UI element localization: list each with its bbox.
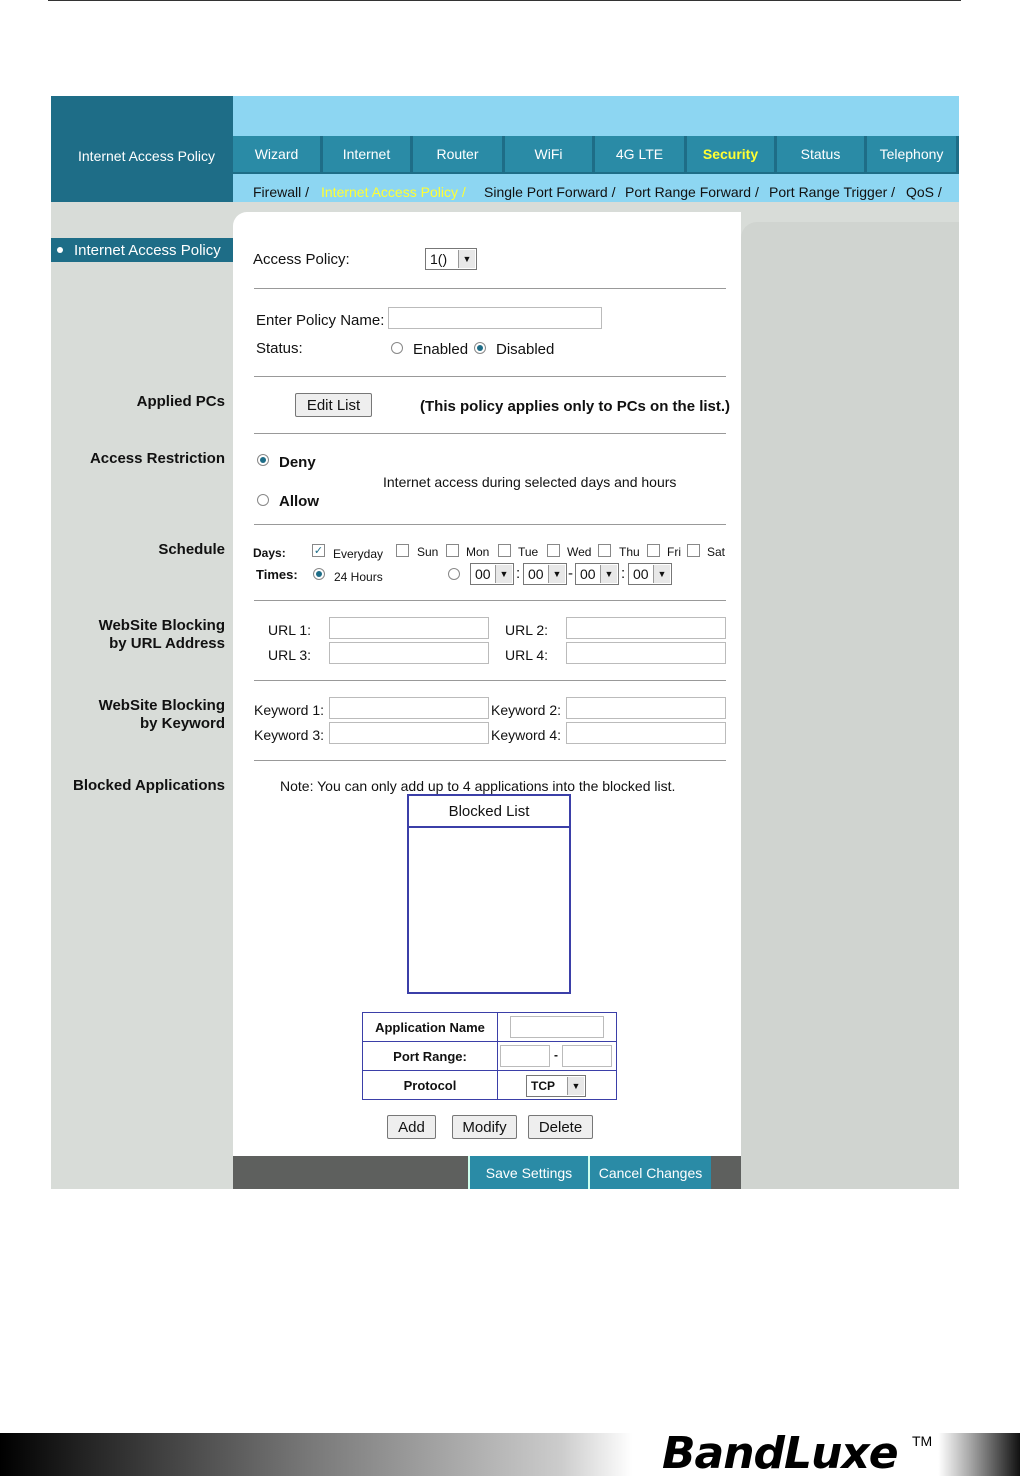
day-mon-label: Mon xyxy=(466,545,490,559)
blocked-list-header: Blocked List xyxy=(409,796,569,828)
url-2-input[interactable] xyxy=(566,617,726,639)
url-1-label: URL 1: xyxy=(268,622,312,638)
day-sat-checkbox[interactable] xyxy=(687,544,700,557)
access-policy-select[interactable] xyxy=(425,248,477,270)
keyword-4-label: Keyword 4: xyxy=(491,727,562,743)
day-fri-checkbox[interactable] xyxy=(647,544,660,557)
chevron-down-icon: ▼ xyxy=(653,565,670,583)
chevron-down-icon: ▼ xyxy=(495,565,512,583)
everyday-label: Everyday xyxy=(333,547,384,561)
times-label: Times: xyxy=(256,567,298,582)
app-name-label: Application Name xyxy=(363,1013,498,1042)
day-sun-checkbox[interactable] xyxy=(396,544,409,557)
start-hour-value: 00 xyxy=(475,566,491,582)
keyword-4-input[interactable] xyxy=(566,722,726,744)
day-wed-checkbox[interactable] xyxy=(547,544,560,557)
end-minute-value: 00 xyxy=(633,566,649,582)
day-wed-label: Wed xyxy=(567,545,592,559)
tab-wizard[interactable]: Wizard xyxy=(233,136,323,172)
protocol-value: TCP xyxy=(531,1079,555,1093)
protocol-label: Protocol xyxy=(363,1071,498,1100)
deny-label: Deny xyxy=(279,454,316,471)
url-4-label: URL 4: xyxy=(505,647,549,663)
24-hours-radio[interactable] xyxy=(313,568,325,580)
applied-pcs-note: (This policy applies only to PCs on the list.) xyxy=(420,398,731,415)
tab-internet[interactable]: Internet xyxy=(323,136,413,172)
day-tue-checkbox[interactable] xyxy=(498,544,511,557)
trademark-mark: TM xyxy=(912,1433,933,1449)
delete-button[interactable]: Delete xyxy=(528,1115,593,1139)
policy-name-label: Enter Policy Name: xyxy=(256,312,385,329)
tab-router[interactable]: Router xyxy=(413,136,505,172)
label-url-blocking-line2: by URL Address xyxy=(109,635,225,652)
allow-radio[interactable] xyxy=(257,494,269,506)
days-label: Days: xyxy=(253,546,286,560)
label-schedule: Schedule xyxy=(158,541,225,558)
divider xyxy=(254,680,726,681)
right-filler xyxy=(741,222,959,1189)
time-range-radio[interactable] xyxy=(448,568,460,580)
url-3-input[interactable] xyxy=(329,642,489,664)
keyword-2-label: Keyword 2: xyxy=(491,702,562,718)
port-start-input[interactable] xyxy=(500,1045,550,1067)
divider xyxy=(254,433,726,434)
keyword-2-input[interactable] xyxy=(566,697,726,719)
status-enabled-label: Enabled xyxy=(413,341,469,358)
router-admin-ui xyxy=(51,96,959,1189)
day-fri-label: Fri xyxy=(667,545,681,559)
application-form xyxy=(362,1012,617,1100)
subtab-bar xyxy=(233,176,959,202)
keyword-1-input[interactable] xyxy=(329,697,489,719)
url-1-input[interactable] xyxy=(329,617,489,639)
divider xyxy=(254,288,726,289)
day-thu-label: Thu xyxy=(619,545,640,559)
protocol-select[interactable] xyxy=(526,1075,586,1097)
label-blocked-applications: Blocked Applications xyxy=(73,777,225,794)
section-title: Internet Access Policy xyxy=(78,148,215,164)
status-disabled-label: Disabled xyxy=(496,341,555,358)
port-range-label: Port Range: xyxy=(363,1042,498,1071)
subtab-firewall[interactable]: Firewall / xyxy=(253,184,310,200)
chevron-down-icon: ▼ xyxy=(548,565,565,583)
save-settings-button[interactable]: Save Settings xyxy=(468,1156,588,1189)
section-header xyxy=(51,96,233,202)
blocked-list[interactable] xyxy=(407,794,571,994)
end-hour-select[interactable] xyxy=(575,563,619,585)
day-sun-label: Sun xyxy=(417,545,439,559)
app-name-input[interactable] xyxy=(510,1016,604,1038)
divider xyxy=(254,376,726,377)
keyword-1-label: Keyword 1: xyxy=(254,702,325,718)
chevron-down-icon: ▼ xyxy=(458,250,475,268)
subtab-port-range-forward[interactable]: Port Range Forward / xyxy=(625,184,759,200)
bandluxe-logo: BandLuxe xyxy=(662,1428,898,1479)
divider xyxy=(254,600,726,601)
tab-wifi[interactable]: WiFi xyxy=(505,136,595,172)
cancel-changes-button[interactable]: Cancel Changes xyxy=(588,1156,711,1189)
tab-4g-lte[interactable]: 4G LTE xyxy=(595,136,687,172)
sidebar-item-label: Internet Access Policy xyxy=(74,241,221,259)
subtab-port-range-trigger[interactable]: Port Range Trigger / xyxy=(769,184,896,200)
bullet-icon xyxy=(57,247,63,253)
end-minute-select[interactable] xyxy=(628,563,672,585)
url-3-label: URL 3: xyxy=(268,647,312,663)
status-enabled-radio[interactable] xyxy=(391,342,403,354)
label-url-blocking-line1: WebSite Blocking xyxy=(98,617,225,634)
blocked-note: Note: You can only add up to 4 applications into the blocked list. xyxy=(280,778,676,794)
top-rule xyxy=(48,0,961,1)
start-minute-select[interactable] xyxy=(523,563,567,585)
day-tue-label: Tue xyxy=(518,545,539,559)
end-hour-value: 00 xyxy=(580,566,596,582)
tab-security[interactable]: Security xyxy=(687,136,777,172)
divider xyxy=(254,524,726,525)
day-mon-checkbox[interactable] xyxy=(446,544,459,557)
day-thu-checkbox[interactable] xyxy=(598,544,611,557)
24-hours-label: 24 Hours xyxy=(334,570,383,584)
keyword-3-input[interactable] xyxy=(329,722,489,744)
edit-list-button[interactable]: Edit List xyxy=(295,393,372,417)
day-sat-label: Sat xyxy=(707,545,726,559)
status-label: Status: xyxy=(256,340,303,357)
label-applied-pcs: Applied PCs xyxy=(136,393,225,410)
status-disabled-radio[interactable] xyxy=(474,342,486,354)
keyword-3-label: Keyword 3: xyxy=(254,727,325,743)
time-colon: : xyxy=(621,565,626,582)
divider xyxy=(254,760,726,761)
tab-telephony[interactable]: Telephony xyxy=(867,136,959,172)
url-4-input[interactable] xyxy=(566,642,726,664)
port-range-dash: - xyxy=(554,1048,558,1062)
subtab-qos[interactable]: QoS / xyxy=(906,184,942,200)
port-range-cell xyxy=(498,1042,617,1071)
restriction-description: Internet access during selected days and hours xyxy=(383,474,677,490)
app-name-cell xyxy=(498,1013,617,1042)
tab-status[interactable]: Status xyxy=(777,136,867,172)
deny-radio[interactable] xyxy=(257,454,269,466)
start-hour-select[interactable] xyxy=(470,563,514,585)
url-2-label: URL 2: xyxy=(505,622,549,638)
subtab-single-port-forward[interactable]: Single Port Forward / xyxy=(484,184,616,200)
label-keyword-blocking-line1: WebSite Blocking xyxy=(98,697,225,714)
access-policy-value: 1() xyxy=(430,251,448,267)
chevron-down-icon: ▼ xyxy=(567,1077,584,1095)
time-colon: : xyxy=(516,565,521,582)
label-keyword-blocking-line2: by Keyword xyxy=(139,715,225,732)
sidebar-item-internet-access-policy[interactable] xyxy=(51,238,233,262)
allow-label: Allow xyxy=(279,493,319,510)
protocol-cell xyxy=(498,1071,617,1100)
port-end-input[interactable] xyxy=(562,1045,612,1067)
modify-button[interactable]: Modify xyxy=(452,1115,517,1139)
start-minute-value: 00 xyxy=(528,566,544,582)
everyday-checkbox[interactable]: ✓ xyxy=(313,545,324,557)
access-policy-label: Access Policy: xyxy=(253,251,350,268)
subtab-internet-access-policy[interactable]: Internet Access Policy / xyxy=(321,184,466,200)
label-access-restriction: Access Restriction xyxy=(89,450,225,467)
time-dash: - xyxy=(568,565,573,582)
add-button[interactable]: Add xyxy=(387,1115,436,1139)
policy-name-input[interactable] xyxy=(388,307,602,329)
chevron-down-icon: ▼ xyxy=(600,565,617,583)
